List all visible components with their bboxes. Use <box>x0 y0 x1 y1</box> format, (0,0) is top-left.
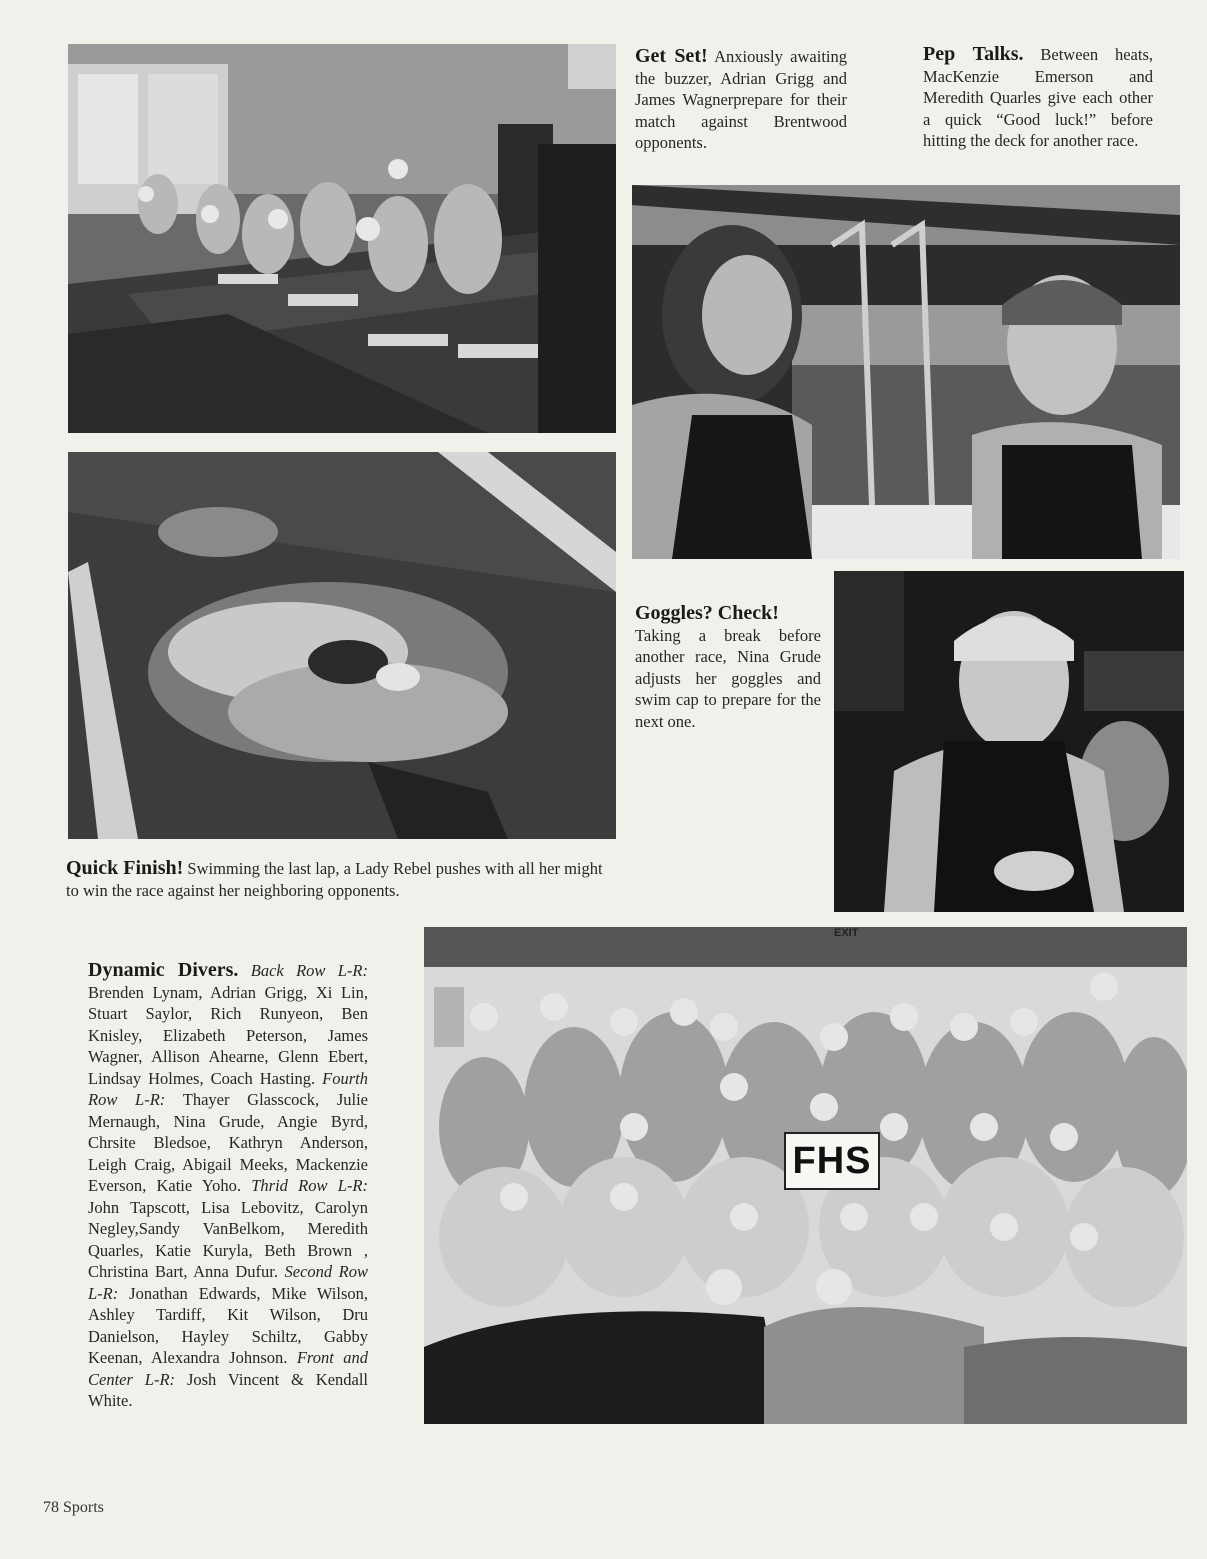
caption-pep-talks-body: Between heats, MacKenzie Emerson and Meredith Quarles give each other a quick “Good luck!” before hitting the deck for another race. <box>923 45 1153 150</box>
row-label-third: Thrid Row L-R: <box>251 1176 369 1195</box>
row-names-fourth: Thayer Glasscock, Julie Mernaugh, Nina Grude, Angie Byrd, Chrsite Bledsoe, Kathryn Anderson, Leigh Craig, Abigail Meeks, Mackenzie Everson, Katie Yoho. <box>88 1090 368 1195</box>
exit-sign: EXIT <box>834 927 859 939</box>
photo-starting-blocks <box>68 44 616 433</box>
caption-goggles <box>635 603 821 732</box>
caption-quick-finish-lead: Quick Finish! <box>66 857 184 879</box>
photo-pep-talk <box>632 185 1180 559</box>
caption-get-set-body: Anxiously awaiting the buzzer, Adrian Grigg and James Wagnerprepare for their match against Brentwood opponents. <box>635 47 847 152</box>
caption-quick-finish-body: Swimming the last lap, a Lady Rebel pushes with all her might to win the race against her neighboring opponents. <box>66 859 603 900</box>
photo-swimmer-lane <box>68 452 616 839</box>
caption-quick-finish <box>66 858 614 901</box>
caption-get-set-lead: Get Set! <box>635 45 708 67</box>
photo-team <box>424 927 1187 1424</box>
team-sign: FHS <box>784 1132 880 1190</box>
row-names-front: Josh Vincent & Kendall White. <box>88 1369 369 1410</box>
row-names-second: Jonathan Edwards, Mike Wilson, Ashley Tardiff, Kit Wilson, Dru Danielson, Hayley Schiltz, Gabby Keenan, Alexandra Johnson. <box>88 1283 369 1367</box>
caption-pep-talks <box>923 44 1153 152</box>
caption-dynamic-divers <box>88 960 368 1412</box>
row-names-back: Brenden Lynam, Adrian Grigg, Xi Lin, Stuart Saylor, Rich Runyeon, Ben Knisley, Elizabeth Peterson, James Wagner, Allison Ahearne, Glenn Ebert, Lindsay Holmes, Coach Hasting. <box>88 982 368 1088</box>
row-label-front: Front and Center L-R: <box>88 1348 368 1389</box>
photo-goggles <box>834 571 1184 912</box>
caption-get-set <box>635 46 847 154</box>
row-label-fourth: Fourth Row L-R: <box>88 1068 368 1109</box>
caption-goggles-lead: Goggles? Check! <box>635 602 779 624</box>
row-names-third: John Tapscott, Lisa Lebovitz, Carolyn Negley,Sandy VanBelkom, Meredith Quarles, Katie Kuryla, Beth Brown , Christina Bart, Anna Dufur. <box>88 1197 368 1281</box>
caption-dynamic-divers-lead: Dynamic Divers. <box>88 959 239 981</box>
page-number: 78 Sports <box>43 1499 104 1516</box>
row-label-second: Second Row L-R: <box>88 1262 369 1303</box>
caption-goggles-body: Taking a break before another race, Nina Grude adjusts her goggles and swim cap to prepare for the next one. <box>635 625 821 731</box>
caption-pep-talks-lead: Pep Talks. <box>923 43 1024 65</box>
row-label-back: Back Row L-R: <box>250 961 368 980</box>
